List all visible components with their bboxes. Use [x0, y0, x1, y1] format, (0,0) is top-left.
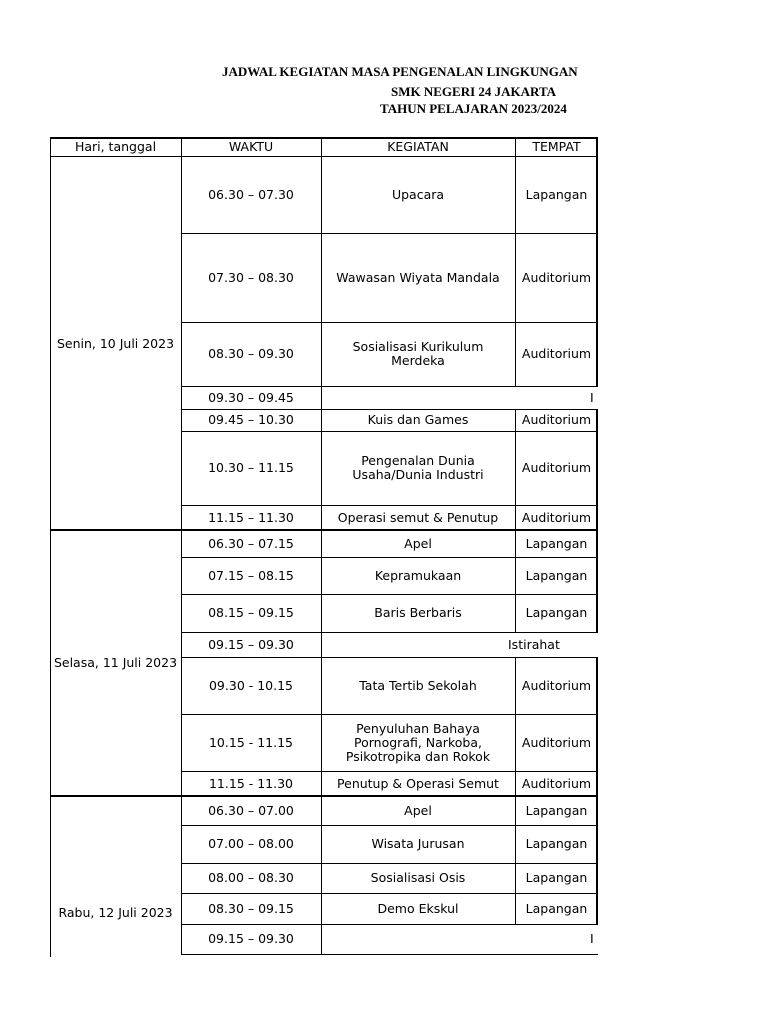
table-border-line — [596, 409, 598, 632]
place-cell: Auditorium — [521, 734, 592, 750]
place-cell: Lapangan — [525, 836, 588, 851]
activity-cell: Apel — [404, 535, 432, 551]
time-cell: 07.30 – 08.30 — [208, 269, 294, 285]
place-cell: Auditorium — [521, 677, 592, 693]
table-border-line — [181, 557, 598, 558]
place-cell: Auditorium — [521, 509, 592, 525]
table-border-line — [181, 386, 598, 387]
place-cell: Auditorium — [521, 775, 592, 791]
table-border-line — [181, 657, 598, 658]
time-cell: 10.30 – 11.15 — [208, 460, 294, 475]
activity-cell: Upacara — [391, 187, 445, 202]
activity-cell: Baris Berbaris — [374, 605, 462, 620]
activity-text: Sosialisasi Kurikulum Merdeka — [352, 339, 484, 368]
table-border-line — [181, 409, 598, 410]
activity-cell: Wawasan Wiyata Mandala — [336, 269, 500, 285]
table-border-line — [181, 594, 598, 595]
table-border-line — [181, 233, 598, 234]
time-cell: 06.30 – 07.30 — [208, 187, 294, 202]
place-cell: Lapangan — [525, 187, 588, 202]
activity-cell — [321, 322, 515, 386]
day-label: Rabu, 12 Juli 2023 — [58, 905, 173, 920]
table-border-line — [321, 157, 322, 955]
place-cell: Auditorium — [521, 412, 592, 427]
table-border-line — [181, 825, 598, 826]
place-cell: Lapangan — [525, 605, 588, 620]
table-border-line — [50, 795, 598, 797]
time-cell: 08.30 – 09.15 — [208, 900, 294, 916]
table-border-line — [181, 431, 598, 432]
place-cell: Lapangan — [525, 870, 588, 885]
table-border-line — [50, 157, 51, 957]
time-cell: 10.15 - 11.15 — [208, 734, 294, 750]
activity-cell: Kepramukaan — [374, 567, 462, 583]
table-border-line — [515, 137, 516, 157]
place-cell: Auditorium — [521, 460, 592, 475]
activity-cell: Apel — [404, 802, 432, 818]
place-cell: Lapangan — [525, 535, 588, 551]
time-cell: 09.15 – 09.30 — [208, 636, 294, 652]
table-border-line — [515, 157, 516, 386]
table-border-line — [596, 137, 598, 157]
header-activity: KEGIATAN — [387, 139, 449, 154]
time-cell: 07.00 – 08.00 — [208, 836, 294, 851]
activity-cell — [321, 714, 515, 771]
activity-cell: Operasi semut & Penutup — [337, 509, 499, 525]
place-cell: Lapangan — [525, 900, 588, 916]
merged-break-cell: Istirahat — [508, 636, 560, 652]
time-cell: 11.15 - 11.30 — [208, 775, 294, 791]
header-day: Hari, tanggal — [74, 139, 157, 154]
merged-break-cell: I — [590, 931, 594, 946]
header-place: TEMPAT — [532, 139, 581, 154]
activity-cell: Penutup & Operasi Semut — [337, 775, 499, 791]
table-border-line — [181, 157, 182, 955]
document-title: JADWAL KEGIATAN MASA PENGENALAN LINGKUNGAN — [222, 64, 578, 79]
table-border-line — [515, 657, 516, 924]
activity-cell — [321, 431, 515, 505]
table-border-line — [181, 714, 598, 715]
header-time: WAKTU — [228, 139, 274, 154]
time-cell: 07.15 – 08.15 — [208, 567, 294, 583]
time-cell: 09.30 – 09.45 — [208, 389, 294, 405]
table-border-line — [321, 137, 322, 157]
activity-cell: Wisata Jurusan — [371, 836, 465, 851]
table-border-line — [181, 924, 598, 925]
time-cell: 08.30 – 09.30 — [208, 346, 294, 361]
time-cell: 09.15 – 09.30 — [208, 931, 294, 946]
time-cell: 06.30 – 07.15 — [208, 535, 294, 551]
table-border-line — [181, 771, 598, 772]
table-border-line — [181, 863, 598, 864]
time-cell: 06.30 – 07.00 — [208, 802, 294, 818]
table-border-line — [596, 657, 598, 924]
merged-break-cell: I — [590, 389, 594, 405]
table-border-line — [181, 893, 598, 894]
place-cell: Lapangan — [525, 802, 588, 818]
school-name: SMK NEGERI 24 JAKARTA — [391, 84, 557, 99]
table-border-line — [50, 137, 51, 157]
activity-cell: Tata Tertib Sekolah — [359, 677, 477, 693]
table-border-line — [181, 137, 182, 157]
activity-text: Pengenalan Dunia Usaha/Dunia Industri — [352, 453, 484, 482]
day-label: Senin, 10 Juli 2023 — [56, 335, 175, 351]
table-border-line — [515, 409, 516, 632]
table-border-line — [181, 954, 598, 955]
table-border-line — [181, 322, 598, 323]
activity-cell: Demo Ekskul — [377, 900, 459, 916]
table-border-line — [50, 529, 598, 531]
place-cell: Auditorium — [521, 269, 592, 285]
time-cell: 11.15 – 11.30 — [208, 509, 294, 525]
time-cell: 08.15 – 09.15 — [208, 605, 294, 620]
academic-year: TAHUN PELAJARAN 2023/2024 — [380, 101, 567, 116]
table-border-line — [596, 157, 598, 386]
time-cell: 09.45 – 10.30 — [208, 412, 294, 427]
place-cell: Auditorium — [521, 346, 592, 361]
day-label: Selasa, 11 Juli 2023 — [53, 655, 178, 670]
place-cell: Lapangan — [525, 567, 588, 583]
time-cell: 09.30 - 10.15 — [208, 677, 294, 693]
activity-text: Penyuluhan Bahaya Pornografi, Narkoba, Psikotropika dan Rokok — [345, 720, 491, 764]
activity-cell: Sosialisasi Osis — [370, 870, 466, 885]
table-border-line — [181, 632, 598, 633]
activity-cell: Kuis dan Games — [367, 412, 469, 427]
time-cell: 08.00 – 08.30 — [208, 870, 294, 885]
table-border-line — [181, 505, 598, 506]
